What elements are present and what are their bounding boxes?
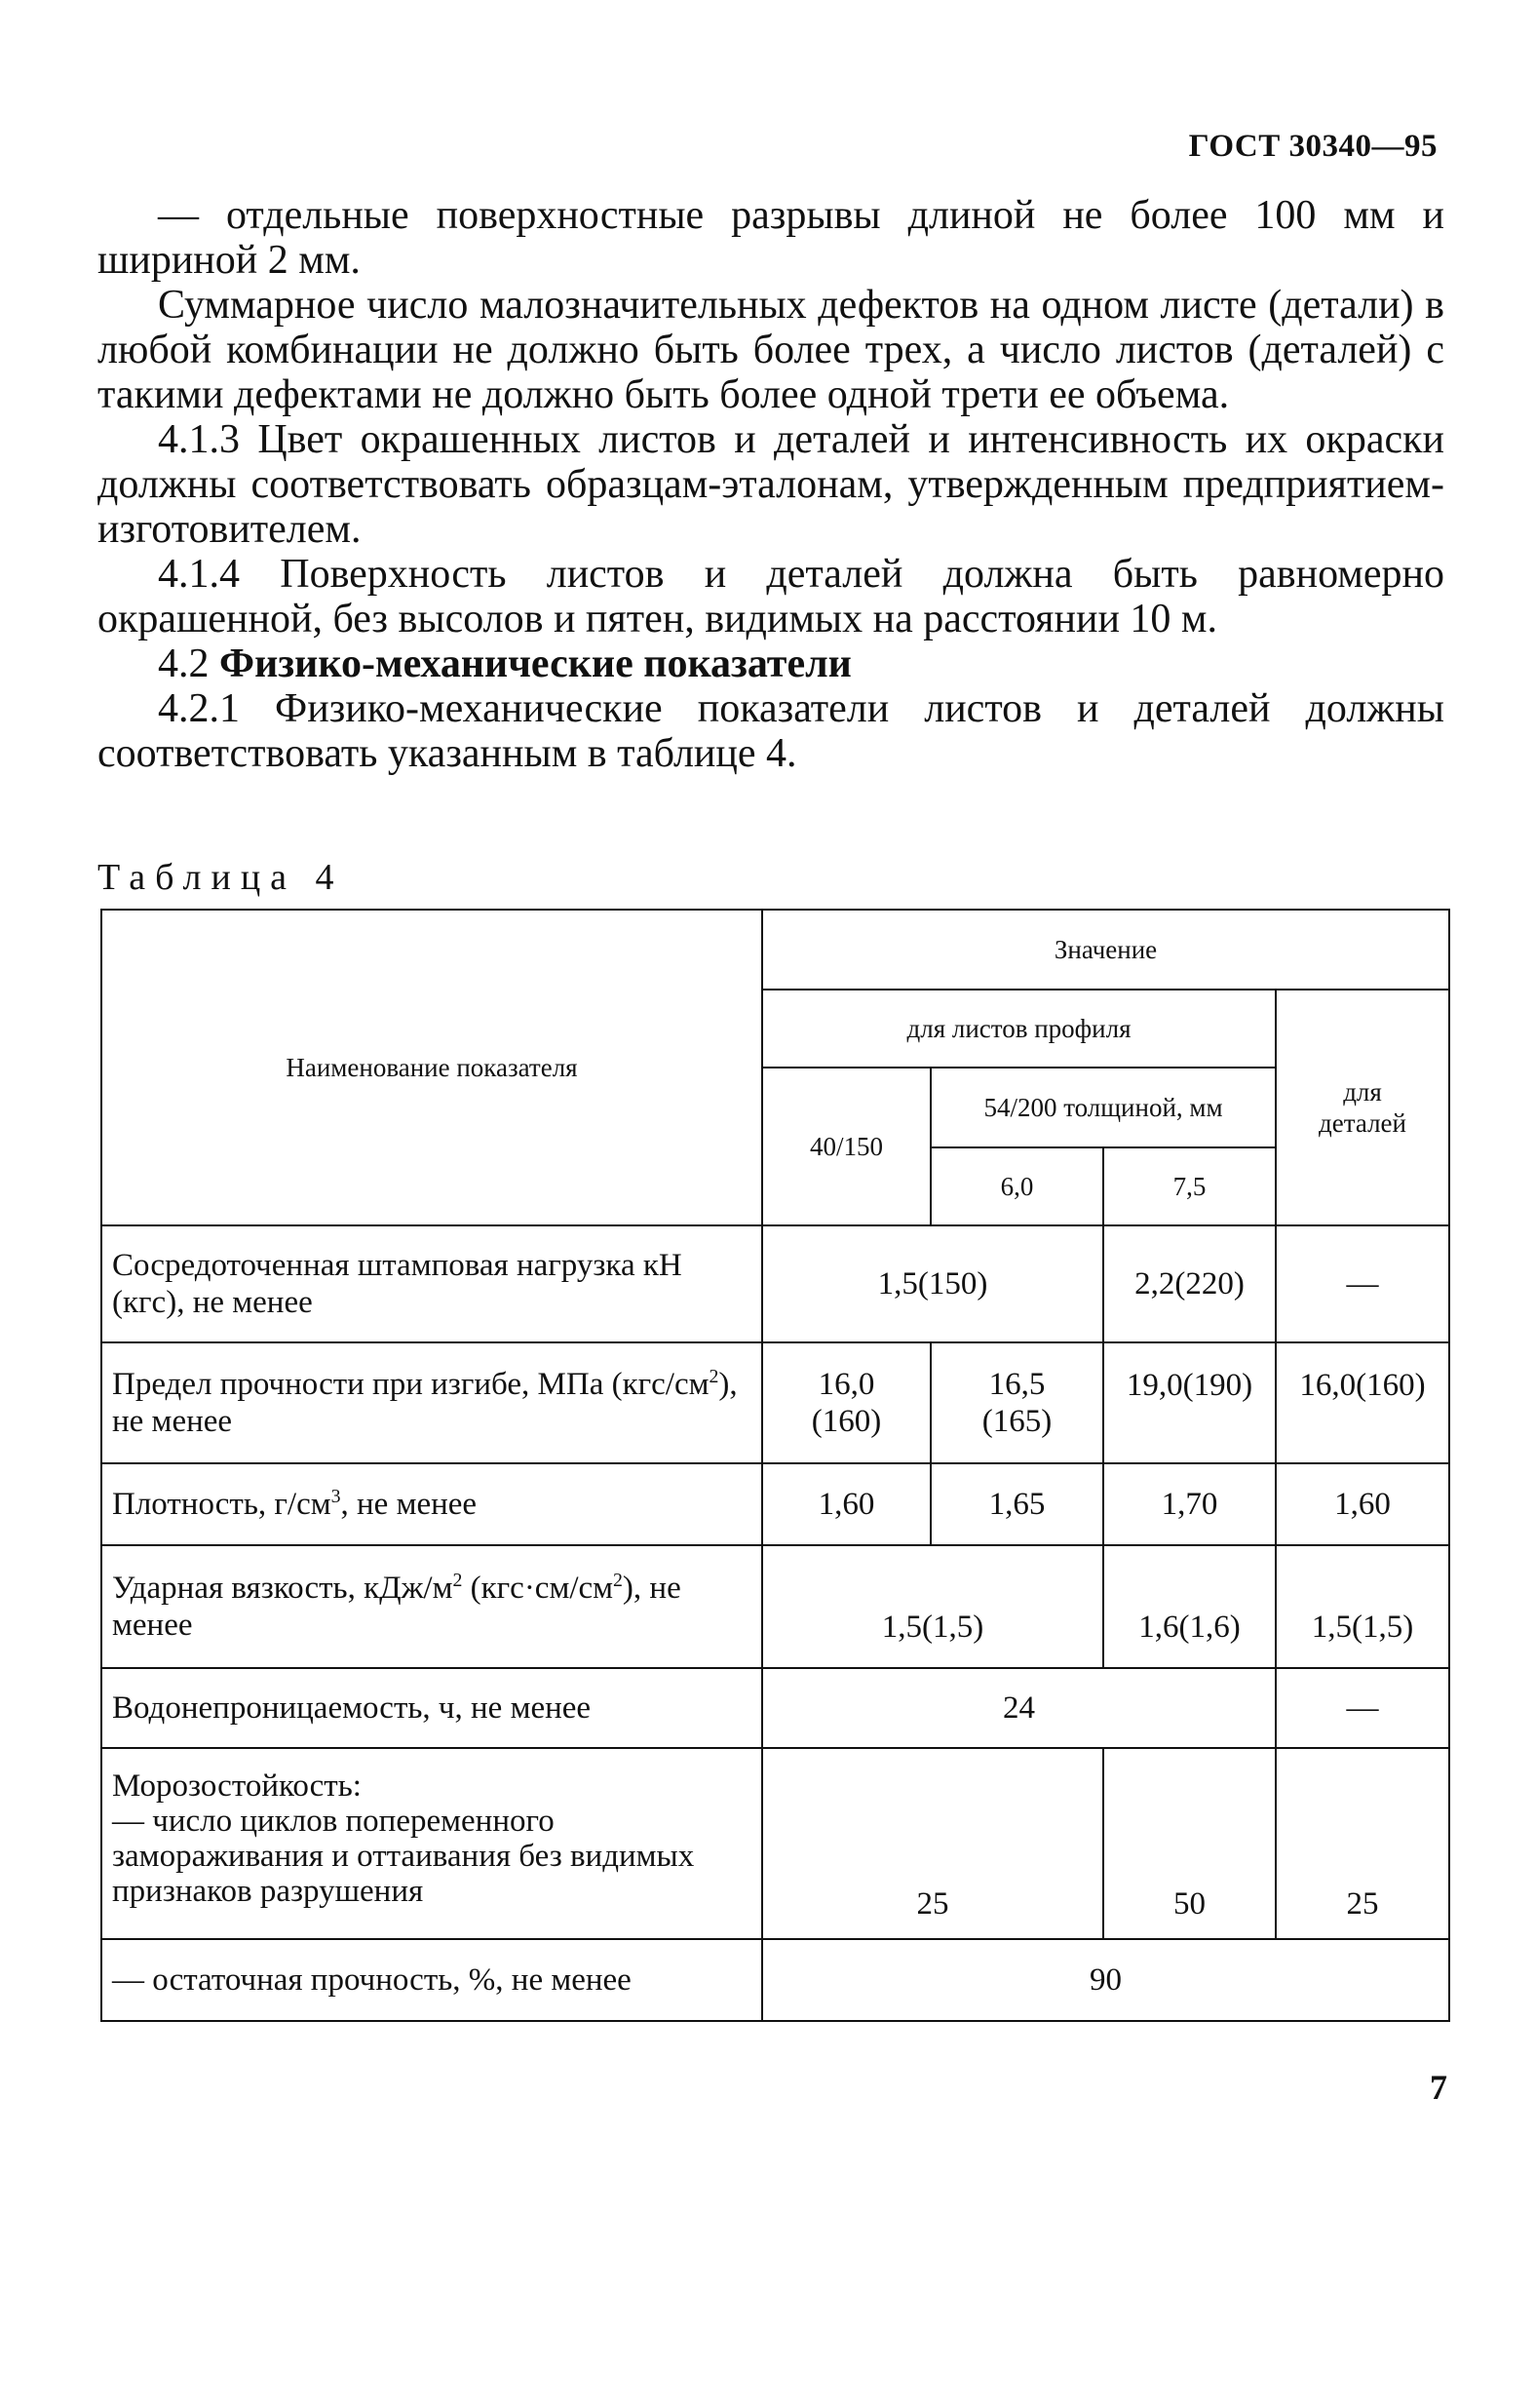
table-row: [101, 1748, 1449, 1939]
cell-value: 25: [1276, 1748, 1449, 1939]
table-row: [101, 1463, 1449, 1545]
cell-value: —: [1276, 1225, 1449, 1342]
body-text: [97, 193, 1444, 776]
paragraph: 4.1.4 Поверхность листов и деталей должна быть равномерно окрашенной, без высолов и пятен, видимых на расстоянии 10 м.: [97, 552, 1444, 641]
header-profile-40: 40/150: [762, 1068, 931, 1225]
header-for-parts: для деталей: [1276, 990, 1449, 1225]
header-thickness-6: 6,0: [931, 1147, 1103, 1225]
cell-value: 16,5 (165): [931, 1342, 1103, 1463]
header-profile-54: 54/200 толщиной, мм: [931, 1068, 1276, 1147]
table-row: [101, 1939, 1449, 2021]
table-row: [101, 1342, 1449, 1463]
header-thickness-75: 7,5: [1103, 1147, 1276, 1225]
page-number: 7: [1430, 2068, 1447, 2107]
cell-value: 1,60: [762, 1463, 931, 1545]
properties-table: [100, 909, 1450, 2022]
cell-value: 1,5(1,5): [762, 1545, 1103, 1668]
frost-subtitle: — число циклов попеременного замораживания и оттаивания без видимых признаков разрушения: [112, 1804, 695, 1909]
section-title: Физико-механические показатели: [219, 641, 852, 686]
document-id: ГОСТ 30340—95: [1188, 129, 1438, 164]
cell-value: 1,70: [1103, 1463, 1276, 1545]
paragraph: 4.1.3 Цвет окрашенных листов и деталей и интенсивность их окраски должны соответствовать образцам-эталонам, утвержденным предприятием-изготовителем.: [97, 417, 1444, 552]
row-name: — остаточная прочность, %, не менее: [101, 1939, 762, 2021]
section-number: 4.2: [158, 641, 210, 686]
cell-value: 19,0(190): [1103, 1342, 1276, 1463]
cell-value: 1,65: [931, 1463, 1103, 1545]
table-row: [101, 1225, 1449, 1342]
table-row: [101, 1545, 1449, 1668]
frost-title: Морозостойкость:: [112, 1768, 362, 1804]
section-heading: [97, 641, 1444, 686]
header-for-sheets: для листов профиля: [762, 990, 1276, 1068]
cell-value: 25: [762, 1748, 1103, 1939]
cell-value: 24: [762, 1668, 1276, 1748]
table-row: [101, 1668, 1449, 1748]
cell-value: 16,0 (160): [762, 1342, 931, 1463]
cell-value: 1,60: [1276, 1463, 1449, 1545]
header-name: Наименование показателя: [101, 910, 762, 1225]
paragraph: 4.2.1 Физико-механические показатели листов и деталей должны соответствовать указанным в таблице 4.: [97, 686, 1444, 776]
cell-value: —: [1276, 1668, 1449, 1748]
paragraph: Суммарное число малозначительных дефектов на одном листе (детали) в любой комбинации не должно быть более трех, а число листов (деталей) с такими дефектами не должно быть более одной трети ее объема.: [97, 283, 1444, 417]
cell-value: 2,2(220): [1103, 1225, 1276, 1342]
cell-value: 90: [762, 1939, 1449, 2021]
row-name: Плотность, $г/см^3$, не менее: [101, 1463, 762, 1545]
cell-value: 50: [1103, 1748, 1276, 1939]
table-caption: Таблица 4: [97, 857, 344, 898]
row-name: [101, 1748, 762, 1939]
header-value: Значение: [762, 910, 1449, 990]
cell-value: 1,5(150): [762, 1225, 1103, 1342]
row-name: Сосредоточенная штамповая нагрузка кН (кгс), не менее: [101, 1225, 762, 1342]
cell-value: 1,5(1,5): [1276, 1545, 1449, 1668]
cell-value: 16,0(160): [1276, 1342, 1449, 1463]
row-name: Предел прочности при изгибе, МПа $(кгс/см^2)$, не менее: [101, 1342, 762, 1463]
paragraph: — отдельные поверхностные разрывы длиной не более 100 мм и шириной 2 мм.: [97, 193, 1444, 283]
row-name: Водонепроницаемость, ч, не менее: [101, 1668, 762, 1748]
cell-value: 1,6(1,6): [1103, 1545, 1276, 1668]
row-name: Ударная вязкость, кДж/$м^2$ $(кгс\cdot см/см^2)$, не менее: [101, 1545, 762, 1668]
